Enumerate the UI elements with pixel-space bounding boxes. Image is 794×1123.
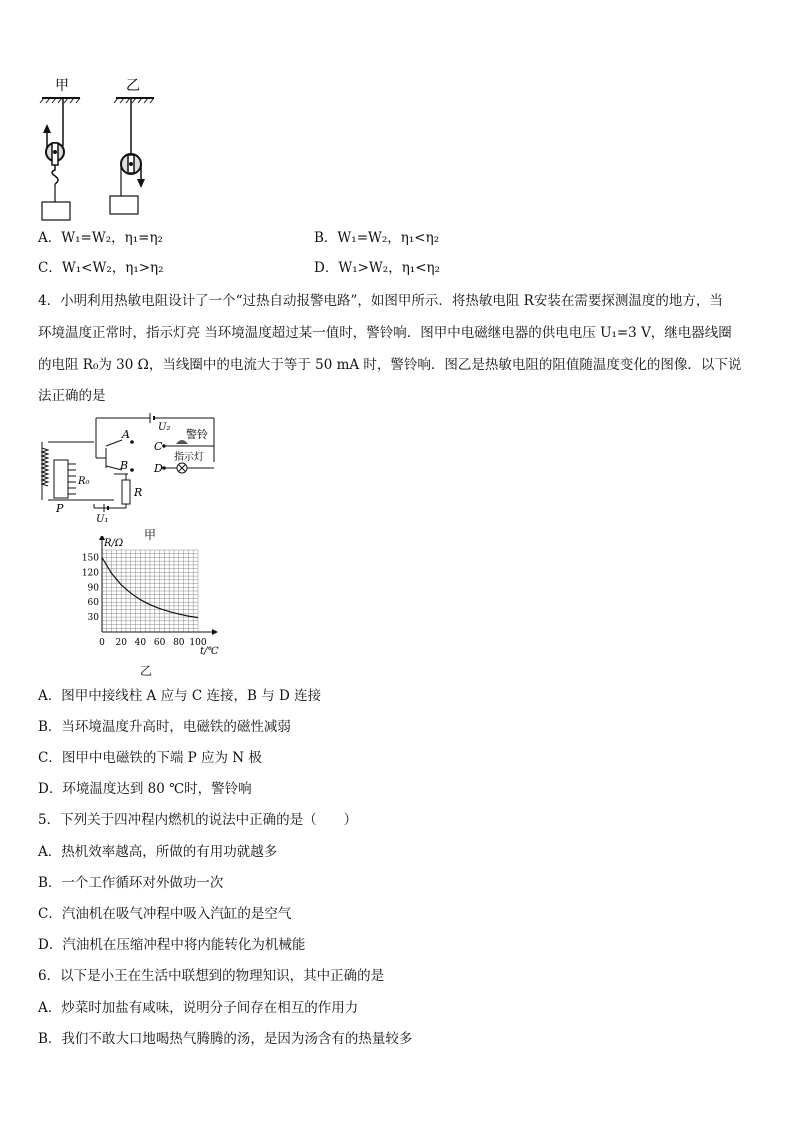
q6-option-b: B．我们不敢大口地喝热气腾腾的汤，是因为汤含有的热量较多 bbox=[38, 1031, 413, 1047]
circuit-label-a: A bbox=[122, 428, 130, 441]
circuit-caption: 甲 bbox=[144, 528, 157, 542]
q4-stem-line-3: 的电阻 R₀为 30 Ω，当线圈中的电流大于等于 50 mA 时，警铃响．图乙是热敏电阻的阻值随温度变化的图像．以下说 bbox=[38, 357, 742, 373]
y-tick-label: 60 bbox=[87, 598, 99, 609]
circuit-label-lamp: 指示灯 bbox=[174, 452, 204, 463]
alarm-circuit-diagram bbox=[34, 408, 234, 534]
q6-option-a: A．炒菜时加盐有咸味，说明分子间存在相互的作用力 bbox=[38, 1000, 359, 1016]
q4-stem-line-2: 环境温度正常时，指示灯亮 当环境温度超过某一值时，警铃响．图甲中电磁继电器的供电电压 U₁=3 V，继电器线圈 bbox=[38, 325, 732, 341]
x-tick-label: 60 bbox=[153, 638, 166, 648]
q4-option-a: A．图甲中接线柱 A 应与 C 连接，B 与 D 连接 bbox=[38, 688, 322, 704]
x-tick-label: 0 bbox=[99, 638, 105, 648]
x-axis-arrow bbox=[212, 629, 218, 635]
x-tick-label: 20 bbox=[115, 638, 127, 648]
q6-stem: 6．以下是小王在生活中联想到的物理知识，其中正确的是 bbox=[38, 968, 385, 984]
chart-axes bbox=[99, 536, 218, 635]
q5-stem: 5．下列关于四冲程内燃机的说法中正确的是（ ） bbox=[38, 812, 358, 828]
circuit-label-u2: U₂ bbox=[158, 422, 171, 433]
y-tick-label: 120 bbox=[81, 568, 99, 579]
x-tick-label: 100 bbox=[189, 638, 207, 648]
y-tick-label: 30 bbox=[87, 613, 99, 624]
circuit-label-bell: 警铃 bbox=[186, 428, 208, 441]
x-tick-label: 80 bbox=[173, 638, 185, 648]
q3-option-a-text: W₁=W₂，η₁=η₂ bbox=[61, 230, 163, 246]
label-jia: 甲 bbox=[55, 78, 69, 94]
circuit-label-p: P bbox=[56, 502, 64, 515]
q3-option-d-text: W₁>W₂，η₁<η₂ bbox=[338, 260, 441, 276]
circuit-label-r0: R₀ bbox=[78, 476, 90, 487]
chart-grid bbox=[102, 550, 198, 632]
q3-option-d: D．W₁>W₂，η₁<η₂ bbox=[314, 260, 441, 276]
q4-option-c: C．图甲中电磁铁的下端 P 应为 N 极 bbox=[38, 750, 262, 766]
circuit-label-u1: U₁ bbox=[96, 514, 109, 525]
chart-tick-labels bbox=[82, 553, 207, 648]
q5-option-a: A．热机效率越高，所做的有用功就越多 bbox=[38, 844, 278, 860]
y-tick-label: 150 bbox=[81, 553, 99, 564]
q3-option-c-text: W₁<W₂，η₁>η₂ bbox=[61, 260, 164, 276]
circuit-label-c: C bbox=[154, 440, 163, 453]
q5-option-d: D．汽油机在压缩冲程中将内能转化为机械能 bbox=[38, 937, 306, 953]
pulley-figure bbox=[30, 76, 170, 224]
q3-option-c: C．W₁<W₂，η₁>η₂ bbox=[38, 260, 164, 276]
circuit-label-b: B bbox=[120, 459, 129, 472]
x-tick-label: 40 bbox=[134, 638, 147, 648]
chart-xlabel: t/℃ bbox=[200, 646, 219, 657]
chart-caption: 乙 bbox=[140, 664, 153, 678]
chart-ylabel: R/Ω bbox=[104, 538, 124, 549]
q4-option-d: D．环境温度达到 80 ℃时，警铃响 bbox=[38, 781, 252, 797]
q3-option-a: A．W₁=W₂，η₁=η₂ bbox=[38, 230, 163, 246]
resistance-temperature-chart bbox=[76, 536, 236, 660]
q3-option-b-text: W₁=W₂，η₁<η₂ bbox=[337, 230, 440, 246]
y-tick-label: 90 bbox=[87, 583, 99, 594]
q3-option-b: B．W₁=W₂，η₁<η₂ bbox=[314, 230, 440, 246]
q5-option-c: C．汽油机在吸气冲程中吸入汽缸的是空气 bbox=[38, 906, 292, 922]
circuit-label-d: D bbox=[154, 462, 163, 475]
label-yi: 乙 bbox=[126, 78, 140, 94]
circuit-label-r: R bbox=[134, 486, 143, 499]
q4-stem-line-4: 法正确的是 bbox=[38, 388, 106, 404]
q5-option-b: B．一个工作循环对外做功一次 bbox=[38, 875, 224, 891]
q4-option-b: B．当环境温度升高时，电磁铁的磁性减弱 bbox=[38, 719, 291, 735]
q4-stem-line-1: 4．小明利用热敏电阻设计了一个“过热自动报警电路”，如图甲所示．将热敏电阻 R安装在需要探测温度的地方，当 bbox=[38, 293, 723, 309]
